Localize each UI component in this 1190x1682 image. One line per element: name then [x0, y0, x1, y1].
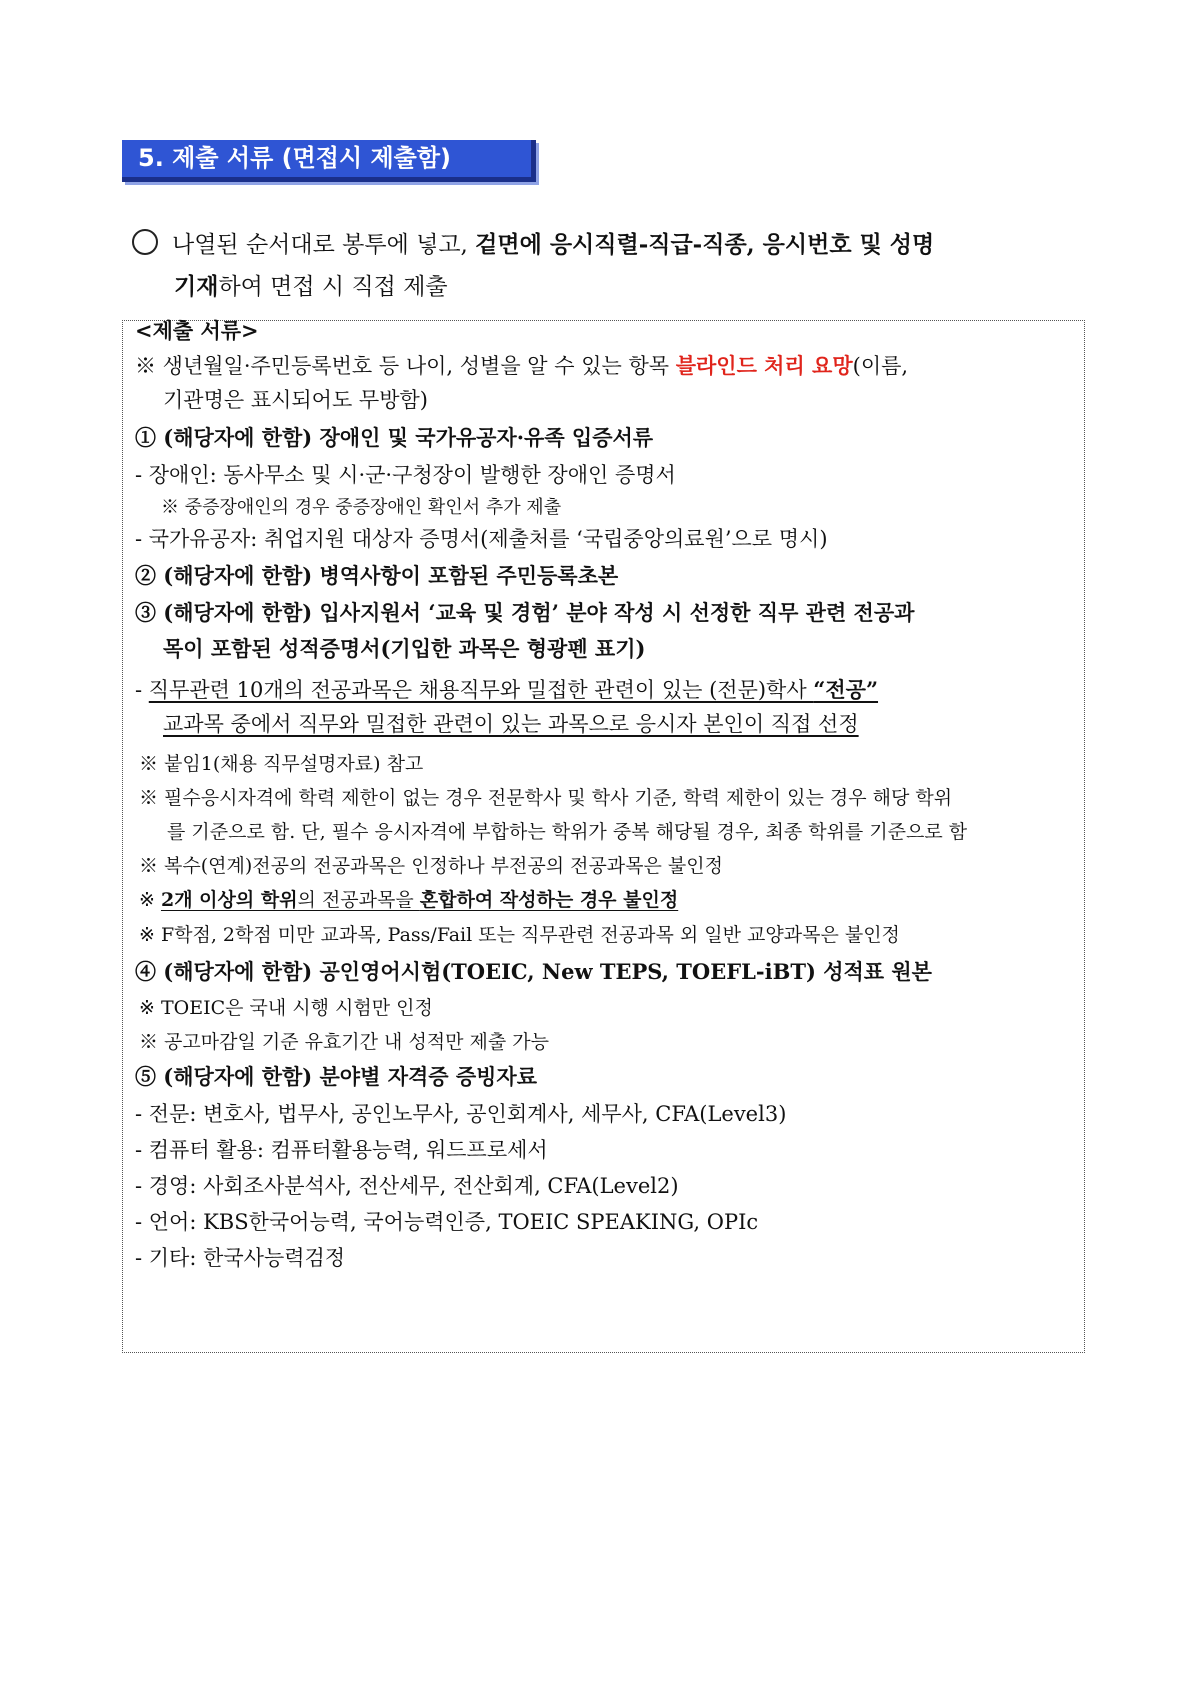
item3-note1: ※ 붙임1(채용 직무설명자료) 참고	[139, 753, 424, 775]
item3-note4-bold2: 혼합하여 작성하는 경우 불인정	[419, 889, 679, 911]
item5-list-item: - 컴퓨터 활용: 컴퓨터활용능력, 워드프로세서	[135, 1138, 548, 1162]
item4-note2: ※ 공고마감일 기준 유효기간 내 성적만 제출 가능	[139, 1031, 550, 1053]
intro-paragraph	[132, 224, 1082, 308]
item3-title-line2: 목이 포함된 성적증명서(기입한 과목은 형광펜 표기)	[163, 636, 646, 661]
item3-note5: ※ F학점, 2학점 미만 교과목, Pass/Fail 또는 직무관련 전공과목 외 일반 교양과목은 불인정	[139, 924, 900, 946]
blind-suffix: (이름,	[852, 354, 909, 378]
item3-note2-line1: ※ 필수응시자격에 학력 제한이 없는 경우 전문학사 및 학사 기준, 학력 제한이 있는 경우 해당 학위	[139, 787, 953, 809]
item4-note1: ※ TOEIC은 국내 시행 시험만 인정	[139, 997, 433, 1019]
item5-list-item: - 전문: 변호사, 법무사, 공인노무사, 공인회계사, 세무사, CFA(Level3)	[135, 1102, 787, 1126]
item3-note4-bold1: 2개 이상의 학위	[160, 889, 298, 911]
item1-title: ① (해당자에 한함) 장애인 및 국가유공자·유족 입증서류	[135, 425, 654, 450]
item1-note: ※ 중증장애인의 경우 중증장애인 확인서 추가 제출	[161, 497, 562, 518]
box-title: <제출 서류>	[135, 318, 259, 343]
item3-sub1-text: 직무관련 10개의 전공과목은 채용직무와 밀접한 관련이 있는 (전문)학사	[148, 678, 814, 702]
item3-note2-line2: 를 기준으로 함. 단, 필수 응시자격에 부합하는 학위가 중복 해당될 경우, 최종 학위를 기준으로 함	[167, 821, 968, 843]
dash: -	[135, 678, 149, 702]
item3-sub1	[135, 675, 878, 705]
item3-title-line1: ③ (해당자에 한함) 입사지원서 ‘교육 및 경험’ 분야 작성 시 선정한 직무 관련 전공과	[135, 600, 915, 625]
blind-red-text: 블라인드 처리 요망	[675, 353, 853, 378]
documents-box	[122, 320, 1085, 1353]
blind-notice-line2: 기관명은 표시되어도 무방함)	[163, 388, 428, 412]
blind-text: ※ 생년월일·주민등록번호 등 나이, 성별을 알 수 있는 항목	[135, 354, 676, 378]
item5-title: ⑤ (해당자에 한함) 분야별 자격증 증빙자료	[135, 1064, 538, 1089]
blind-notice	[135, 351, 908, 381]
item3-note4-mid: 의 전공과목을	[297, 889, 420, 911]
item4-title: ④ (해당자에 한함) 공인영어시험(TOEIC, New TEPS, TOEFL-iBT) 성적표 원본	[135, 959, 932, 984]
item3-note4	[139, 885, 678, 915]
item5-list-item: - 경영: 사회조사분석사, 전산세무, 전산회계, CFA(Level2)	[135, 1174, 679, 1198]
intro-text: 나열된 순서대로 봉투에 넣고,	[172, 232, 476, 258]
item3-sub1-line2-text: 교과목 중에서 직무와 밀접한 관련이 있는 과목으로 응시자 본인이 직접 선정	[163, 712, 859, 736]
section-heading: 5. 제출 서류 (면접시 제출함)	[122, 140, 536, 182]
intro-text-2: 하여 면접 시 직접 제출	[218, 274, 448, 300]
item3-sub1-bold: “전공”	[813, 677, 879, 702]
intro-bold-2: 기재	[174, 273, 219, 300]
item5-list-item: - 기타: 한국사능력검정	[135, 1246, 346, 1270]
item1-sub2: - 국가유공자: 취업지원 대상자 증명서(제출처를 ‘국립중앙의료원’으로 명시)	[135, 527, 828, 551]
item5-list-item: - 언어: KBS한국어능력, 국어능력인증, TOEIC SPEAKING, OPIc	[135, 1210, 759, 1234]
intro-bold: 겉면에 응시직렬-직급-직종, 응시번호 및 성명	[475, 231, 935, 258]
item1-sub1: - 장애인: 동사무소 및 시·군·구청장이 발행한 장애인 증명서	[135, 463, 676, 487]
item3-note3: ※ 복수(연계)전공의 전공과목은 인정하나 부전공의 전공과목은 불인정	[139, 855, 723, 877]
note-mark: ※	[139, 889, 161, 911]
circle-bullet-icon	[132, 229, 158, 255]
item3-sub1-line2	[163, 709, 859, 739]
item2-title: ② (해당자에 한함) 병역사항이 포함된 주민등록초본	[135, 563, 619, 588]
